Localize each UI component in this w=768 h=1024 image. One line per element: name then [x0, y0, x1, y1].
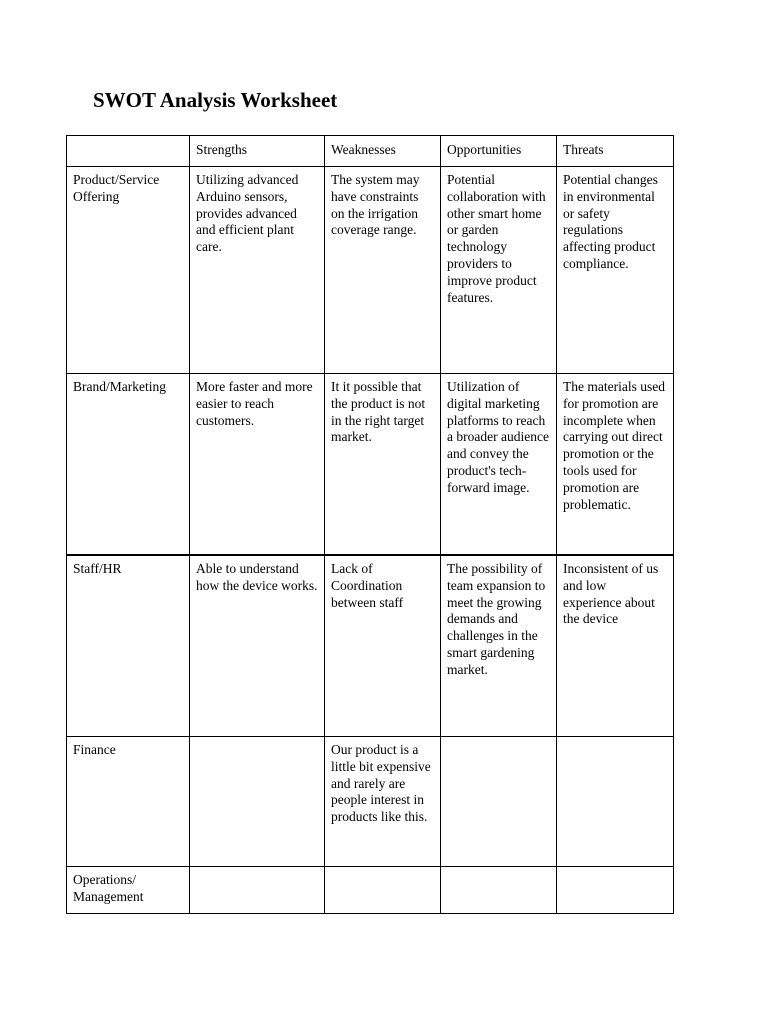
header-opportunities: Opportunities [441, 136, 557, 167]
cell-threats: Inconsistent of us and low experience about the device [557, 555, 674, 737]
table-row [67, 374, 674, 556]
table-row [67, 737, 674, 867]
cell-strengths [190, 737, 325, 867]
row-label-finance: Finance [67, 737, 190, 867]
row-label-operations-management: Operations/ Management [67, 867, 190, 914]
cell-weaknesses: Lack of Coordination between staff [325, 555, 441, 737]
cell-strengths: Utilizing advanced Arduino sensors, provides advanced and efficient plant care. [190, 167, 325, 374]
cell-threats: Potential changes in environmental or safety regulations affecting product compliance. [557, 167, 674, 374]
header-corner-cell [67, 136, 190, 167]
cell-strengths: More faster and more easier to reach customers. [190, 374, 325, 556]
row-label-brand-marketing: Brand/Marketing [67, 374, 190, 556]
table-row [67, 555, 674, 737]
cell-opportunities: The possibility of team expansion to meet the growing demands and challenges in the smart gardening market. [441, 555, 557, 737]
header-threats: Threats [557, 136, 674, 167]
worksheet-title: SWOT Analysis Worksheet [93, 88, 338, 112]
table-row [67, 167, 674, 374]
header-row [67, 136, 674, 167]
table-row [67, 867, 674, 914]
cell-threats: The materials used for promotion are incomplete when carrying out direct promotion or the tools used for promotion are problematic. [557, 374, 674, 556]
row-label-product-service: Product/Service Offering [67, 167, 190, 374]
cell-threats [557, 737, 674, 867]
header-strengths: Strengths [190, 136, 325, 167]
header-weaknesses: Weaknesses [325, 136, 441, 167]
cell-strengths [190, 867, 325, 914]
cell-opportunities [441, 867, 557, 914]
cell-strengths: Able to understand how the device works. [190, 555, 325, 737]
cell-weaknesses: It it possible that the product is not in the right target market. [325, 374, 441, 556]
row-label-staff-hr: Staff/HR [67, 555, 190, 737]
cell-opportunities: Potential collaboration with other smart home or garden technology providers to improve product features. [441, 167, 557, 374]
cell-opportunities [441, 737, 557, 867]
cell-weaknesses: Our product is a little bit expensive and rarely are people interest in products like this. [325, 737, 441, 867]
cell-opportunities: Utilization of digital marketing platforms to reach a broader audience and convey the product's tech-forward image. [441, 374, 557, 556]
swot-table [66, 135, 674, 914]
cell-threats [557, 867, 674, 914]
cell-weaknesses: The system may have constraints on the irrigation coverage range. [325, 167, 441, 374]
cell-weaknesses [325, 867, 441, 914]
